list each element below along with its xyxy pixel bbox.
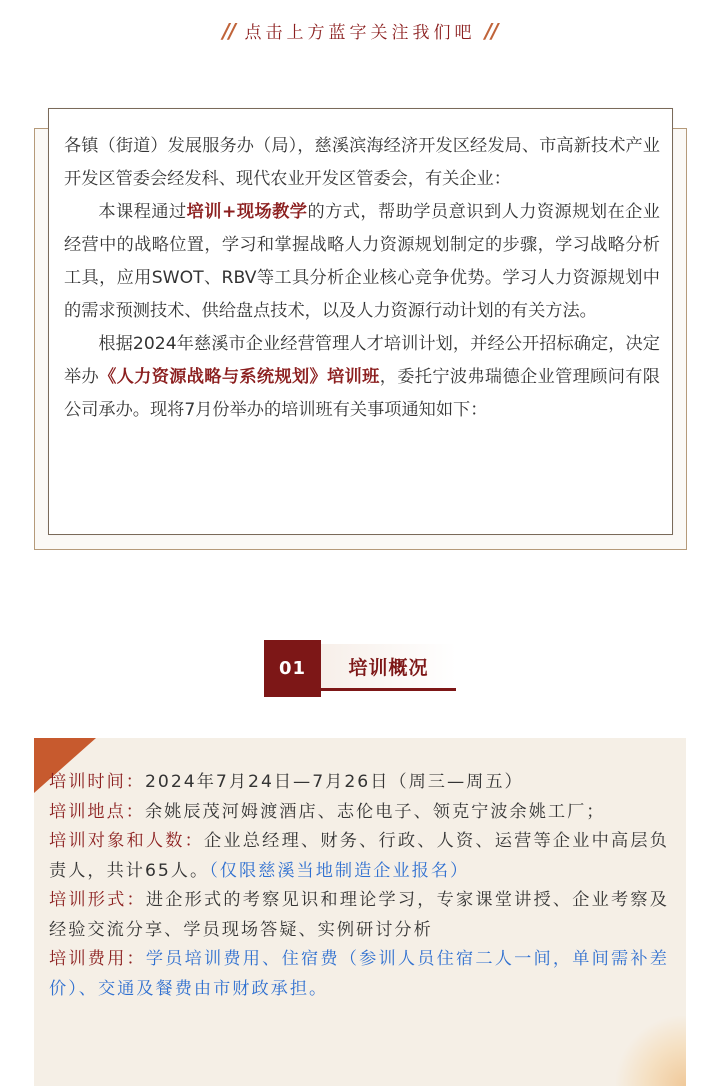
training-target-label: 培训对象和人数：: [49, 831, 205, 851]
course-text-after: 的方式，帮助学员意识到人力资源规划在企业经营中的战略位置，学习和掌握战略人力资源规划制定的步骤，学习战略分析工具，应用SWOT、RBV等工具分析企业核心竞争优势。学习人力资源规划中的需求预测技术、供给盘点技术，以及人力资源行动计划的有关方法。: [64, 202, 660, 321]
training-target-row: [49, 827, 669, 886]
training-class-title: 《人力资源战略与系统规划》培训班: [99, 367, 380, 387]
slash-decoration-right: //: [484, 19, 498, 43]
course-highlight: 培训+现场教学: [186, 202, 308, 222]
corner-glow-decoration: [616, 1016, 686, 1086]
intro-paragraph-course: [64, 196, 660, 328]
training-fee-label: 培训费用：: [49, 949, 146, 969]
follow-banner: [0, 18, 720, 43]
section-title-underline: [321, 688, 456, 691]
section-title: 培训概况: [321, 644, 456, 688]
intro-paragraph-plan: [64, 328, 660, 427]
course-text-before: 本课程通过: [98, 202, 187, 222]
plan-text-before: 根据2024年慈溪市企业经营管理人才培训计划，并经公开招标确定，决定举办: [64, 334, 660, 387]
training-target-value: 企业总经理、财务、行政、人资、运营等企业中高层负责人，共计65人。: [49, 831, 669, 881]
slash-decoration-left: //: [222, 19, 236, 43]
section-number-badge: 01: [264, 640, 321, 697]
training-form-label: 培训形式：: [49, 890, 146, 910]
training-form-value: 进企形式的考察见识和理论学习，专家课堂讲授、企业考察及经验交流分享、学员现场答疑、实例研讨分析: [49, 890, 669, 940]
intro-text-block: [64, 130, 660, 427]
training-time-label: 培训时间：: [49, 772, 145, 792]
training-form-row: [49, 886, 669, 945]
training-target-note: （仅限慈溪当地制造企业报名）: [209, 860, 470, 881]
training-fee-value: 学员培训费用、住宿费（参训人员住宿二人一间，单间需补差价）、交通及餐费由市财政承担。: [49, 949, 669, 999]
training-place-row: [49, 798, 669, 828]
plan-text-after: ，委托宁波弗瑞德企业管理顾问有限公司承办。现将7月份举办的培训班有关事项通知如下：: [64, 367, 660, 420]
training-place-label: 培训地点：: [49, 801, 145, 822]
training-time-value: 2024年7月24日—7月26日（周三—周五）: [144, 772, 524, 792]
training-place-value: 余姚辰茂河姆渡酒店、志伦电子、领克宁波余姚工厂；: [144, 801, 606, 822]
follow-banner-text: 点击上方蓝字关注我们吧: [244, 23, 476, 43]
intro-paragraph-addressees: 各镇（街道）发展服务办（局），慈溪滨海经济开发区经发局、市高新技术产业开发区管委会经发科、现代农业开发区管委会，有关企业：: [64, 136, 660, 189]
training-fee-row: [49, 945, 669, 1004]
training-overview-text: [49, 768, 669, 1004]
training-time-row: [49, 768, 669, 798]
